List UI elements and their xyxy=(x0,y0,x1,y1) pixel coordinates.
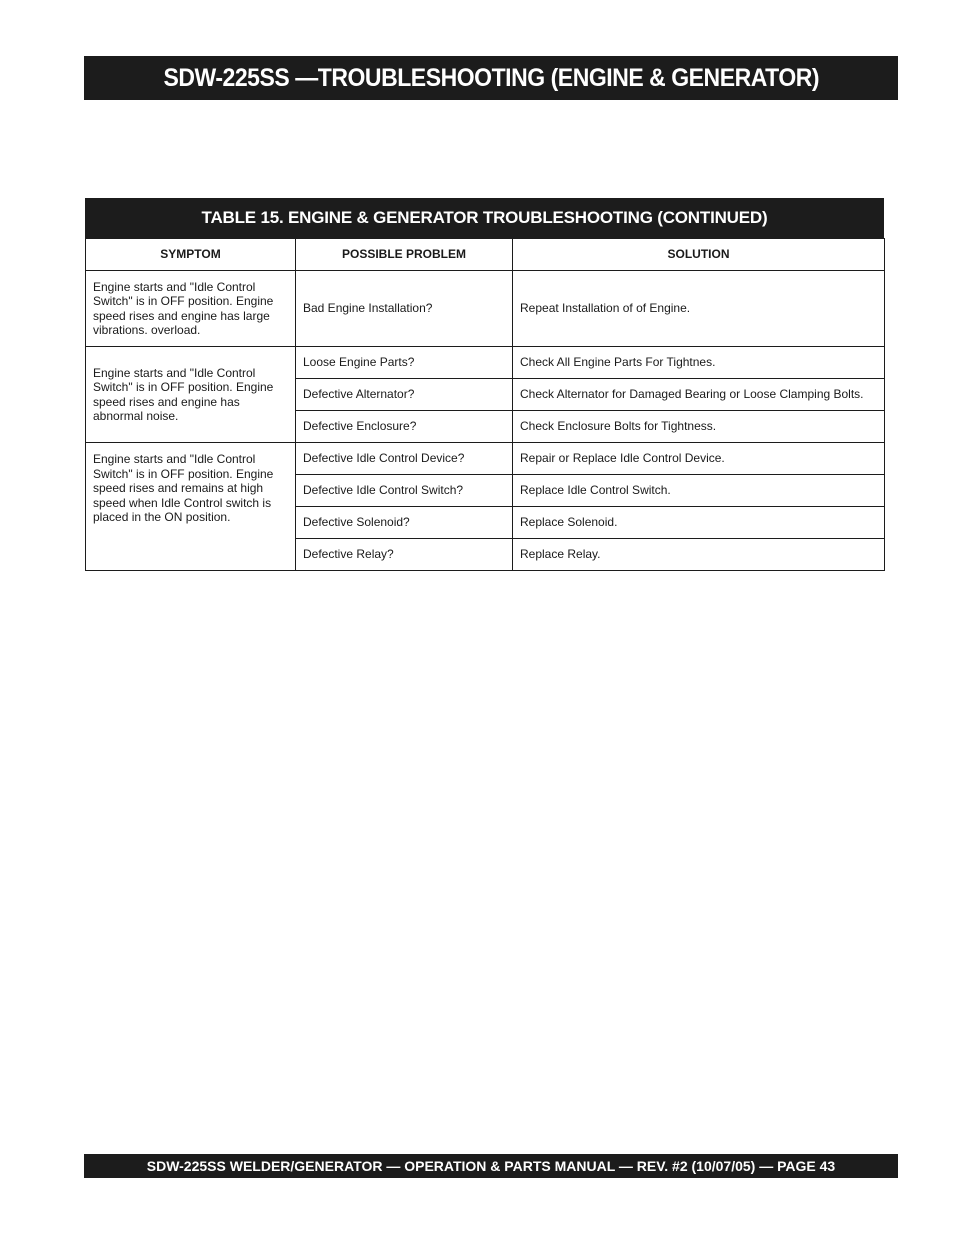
troubleshooting-table xyxy=(85,198,884,571)
table-title: TABLE 15. ENGINE & GENERATOR TROUBLESHOOTING (CONTINUED) xyxy=(85,198,884,238)
column-header-symptom: SYMPTOM xyxy=(86,239,296,271)
footer-text: SDW-225SS WELDER/GENERATOR — OPERATION & PARTS MANUAL — REV. #2 (10/07/05) — PAGE 43 xyxy=(146,1158,836,1174)
page-title: SDW-225SS —TROUBLESHOOTING (ENGINE & GENERATOR) xyxy=(163,63,819,92)
problem-cell: Bad Engine Installation? xyxy=(296,271,513,347)
problem-cell: Defective Solenoid? xyxy=(296,507,513,539)
symptom-text: Engine starts and "Idle Control Switch" is in OFF position. Engine speed rises and engine has abnormal noise. xyxy=(93,365,274,423)
column-header-row xyxy=(86,239,885,271)
solution-cell: Replace Idle Control Switch. xyxy=(513,475,885,507)
symptom-cell xyxy=(86,347,296,443)
page-header xyxy=(84,56,898,100)
solution-cell: Repair or Replace Idle Control Device. xyxy=(513,443,885,475)
column-header-possible-problem: POSSIBLE PROBLEM xyxy=(296,239,513,271)
column-header-solution: SOLUTION xyxy=(513,239,885,271)
symptom-cell xyxy=(86,443,296,571)
problem-cell: Defective Idle Control Switch? xyxy=(296,475,513,507)
page-footer xyxy=(84,1154,898,1178)
solution-cell: Replace Relay. xyxy=(513,539,885,571)
symptom-text: Engine starts and "Idle Control Switch" is in OFF position. Engine speed rises and remains at high speed when Idle Control switch is placed in the ON position. xyxy=(93,452,274,524)
troubleshooting-grid xyxy=(85,238,885,571)
table-row xyxy=(86,271,885,347)
solution-cell: Check Alternator for Damaged Bearing or Loose Clamping Bolts. xyxy=(513,379,885,411)
solution-cell: Check All Engine Parts For Tightnes. xyxy=(513,347,885,379)
table-row xyxy=(86,443,885,475)
solution-cell: Check Enclosure Bolts for Tightness. xyxy=(513,411,885,443)
solution-cell: Repeat Installation of of Engine. xyxy=(513,271,885,347)
symptom-text: Engine starts and "Idle Control Switch" is in OFF position. Engine speed rises and engine has large vibrations. overload. xyxy=(93,279,274,337)
problem-cell: Defective Alternator? xyxy=(296,379,513,411)
problem-cell: Loose Engine Parts? xyxy=(296,347,513,379)
problem-cell: Defective Relay? xyxy=(296,539,513,571)
problem-cell: Defective Enclosure? xyxy=(296,411,513,443)
table-row xyxy=(86,347,885,379)
symptom-cell xyxy=(86,271,296,347)
problem-cell: Defective Idle Control Device? xyxy=(296,443,513,475)
solution-cell: Replace Solenoid. xyxy=(513,507,885,539)
